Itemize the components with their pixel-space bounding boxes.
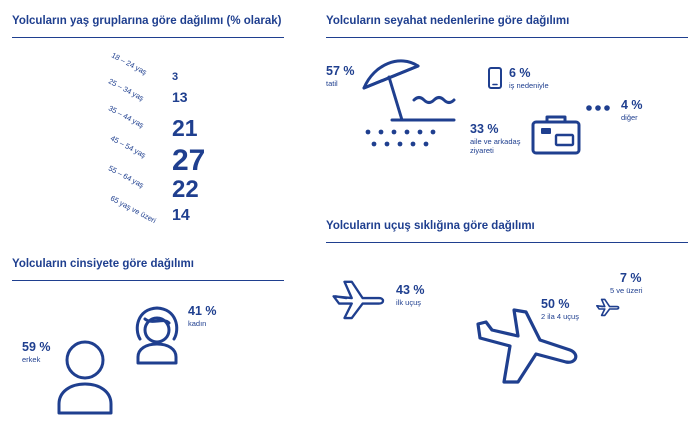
- frequency-five-plus-value: 7 %: [620, 271, 642, 285]
- gender-male-label: erkek: [22, 355, 41, 364]
- reason-other-value: 4 %: [621, 98, 643, 112]
- age-group-label: 45 – 54 yaş: [108, 133, 148, 160]
- age-title-rule: [12, 37, 284, 38]
- frequency-two-four-label: 2 ila 4 uçuş: [541, 312, 579, 321]
- reason-title-rule: [326, 37, 688, 38]
- reason-leisure-value: 57 %: [326, 64, 355, 78]
- frequency-first-label: ilk uçuş: [396, 298, 422, 307]
- gender-title-rule: [12, 280, 284, 281]
- reason-chart-title: Yolcuların seyahat nedenlerine göre dağılımı: [326, 15, 570, 27]
- suitcase-icon: [530, 114, 582, 156]
- age-chart-title: Yolcuların yaş gruplarına göre dağılımı (% olarak): [12, 15, 282, 27]
- age-group-label: 25 – 34 yaş: [106, 76, 146, 103]
- frequency-title-rule: [326, 242, 688, 243]
- age-group-label: 65 yaş ve üzeri: [108, 193, 158, 226]
- reason-leisure-label: tatil: [326, 79, 338, 88]
- airplane-icon-five-plus: [594, 297, 622, 317]
- gender-male-value: 59 %: [22, 340, 51, 354]
- more-dots-icon: [586, 104, 610, 112]
- age-group-value: 22: [172, 176, 199, 203]
- airplane-icon-first-flight: [330, 276, 388, 322]
- airplane-icon-two-to-four: [474, 300, 584, 386]
- reason-visit-label: aile ve arkadaş ziyareti: [470, 137, 521, 155]
- age-group-value: 13: [172, 89, 188, 105]
- reason-business-value: 6 %: [509, 66, 531, 80]
- age-group-value: 27: [172, 144, 206, 177]
- gender-female-value: 41 %: [188, 304, 217, 318]
- frequency-chart-title: Yolcuların uçuş sıklığına göre dağılımı: [326, 220, 535, 232]
- gender-chart-title: Yolcuların cinsiyete göre dağılımı: [12, 258, 194, 270]
- frequency-two-four-value: 50 %: [541, 297, 570, 311]
- reason-visit-value: 33 %: [470, 122, 499, 136]
- frequency-five-plus-label: 5 ve üzeri: [610, 286, 643, 295]
- male-person-icon: [56, 338, 114, 416]
- age-group-value: 14: [172, 207, 190, 224]
- age-group-label: 18 – 24 yaş: [109, 50, 149, 77]
- female-person-icon: [132, 303, 182, 367]
- age-group-label: 55 – 64 yaş: [106, 163, 146, 190]
- age-group-value: 3: [172, 71, 179, 83]
- gender-female-label: kadın: [188, 319, 207, 328]
- age-group-label: 35 – 44 yaş: [106, 103, 146, 130]
- beach-umbrella-icon: [356, 56, 466, 156]
- reason-other-label: diğer: [621, 113, 638, 122]
- age-group-value: 21: [172, 115, 198, 141]
- smartphone-icon: [487, 66, 503, 90]
- reason-business-label: iş nedeniyle: [509, 81, 549, 90]
- frequency-first-value: 43 %: [396, 283, 425, 297]
